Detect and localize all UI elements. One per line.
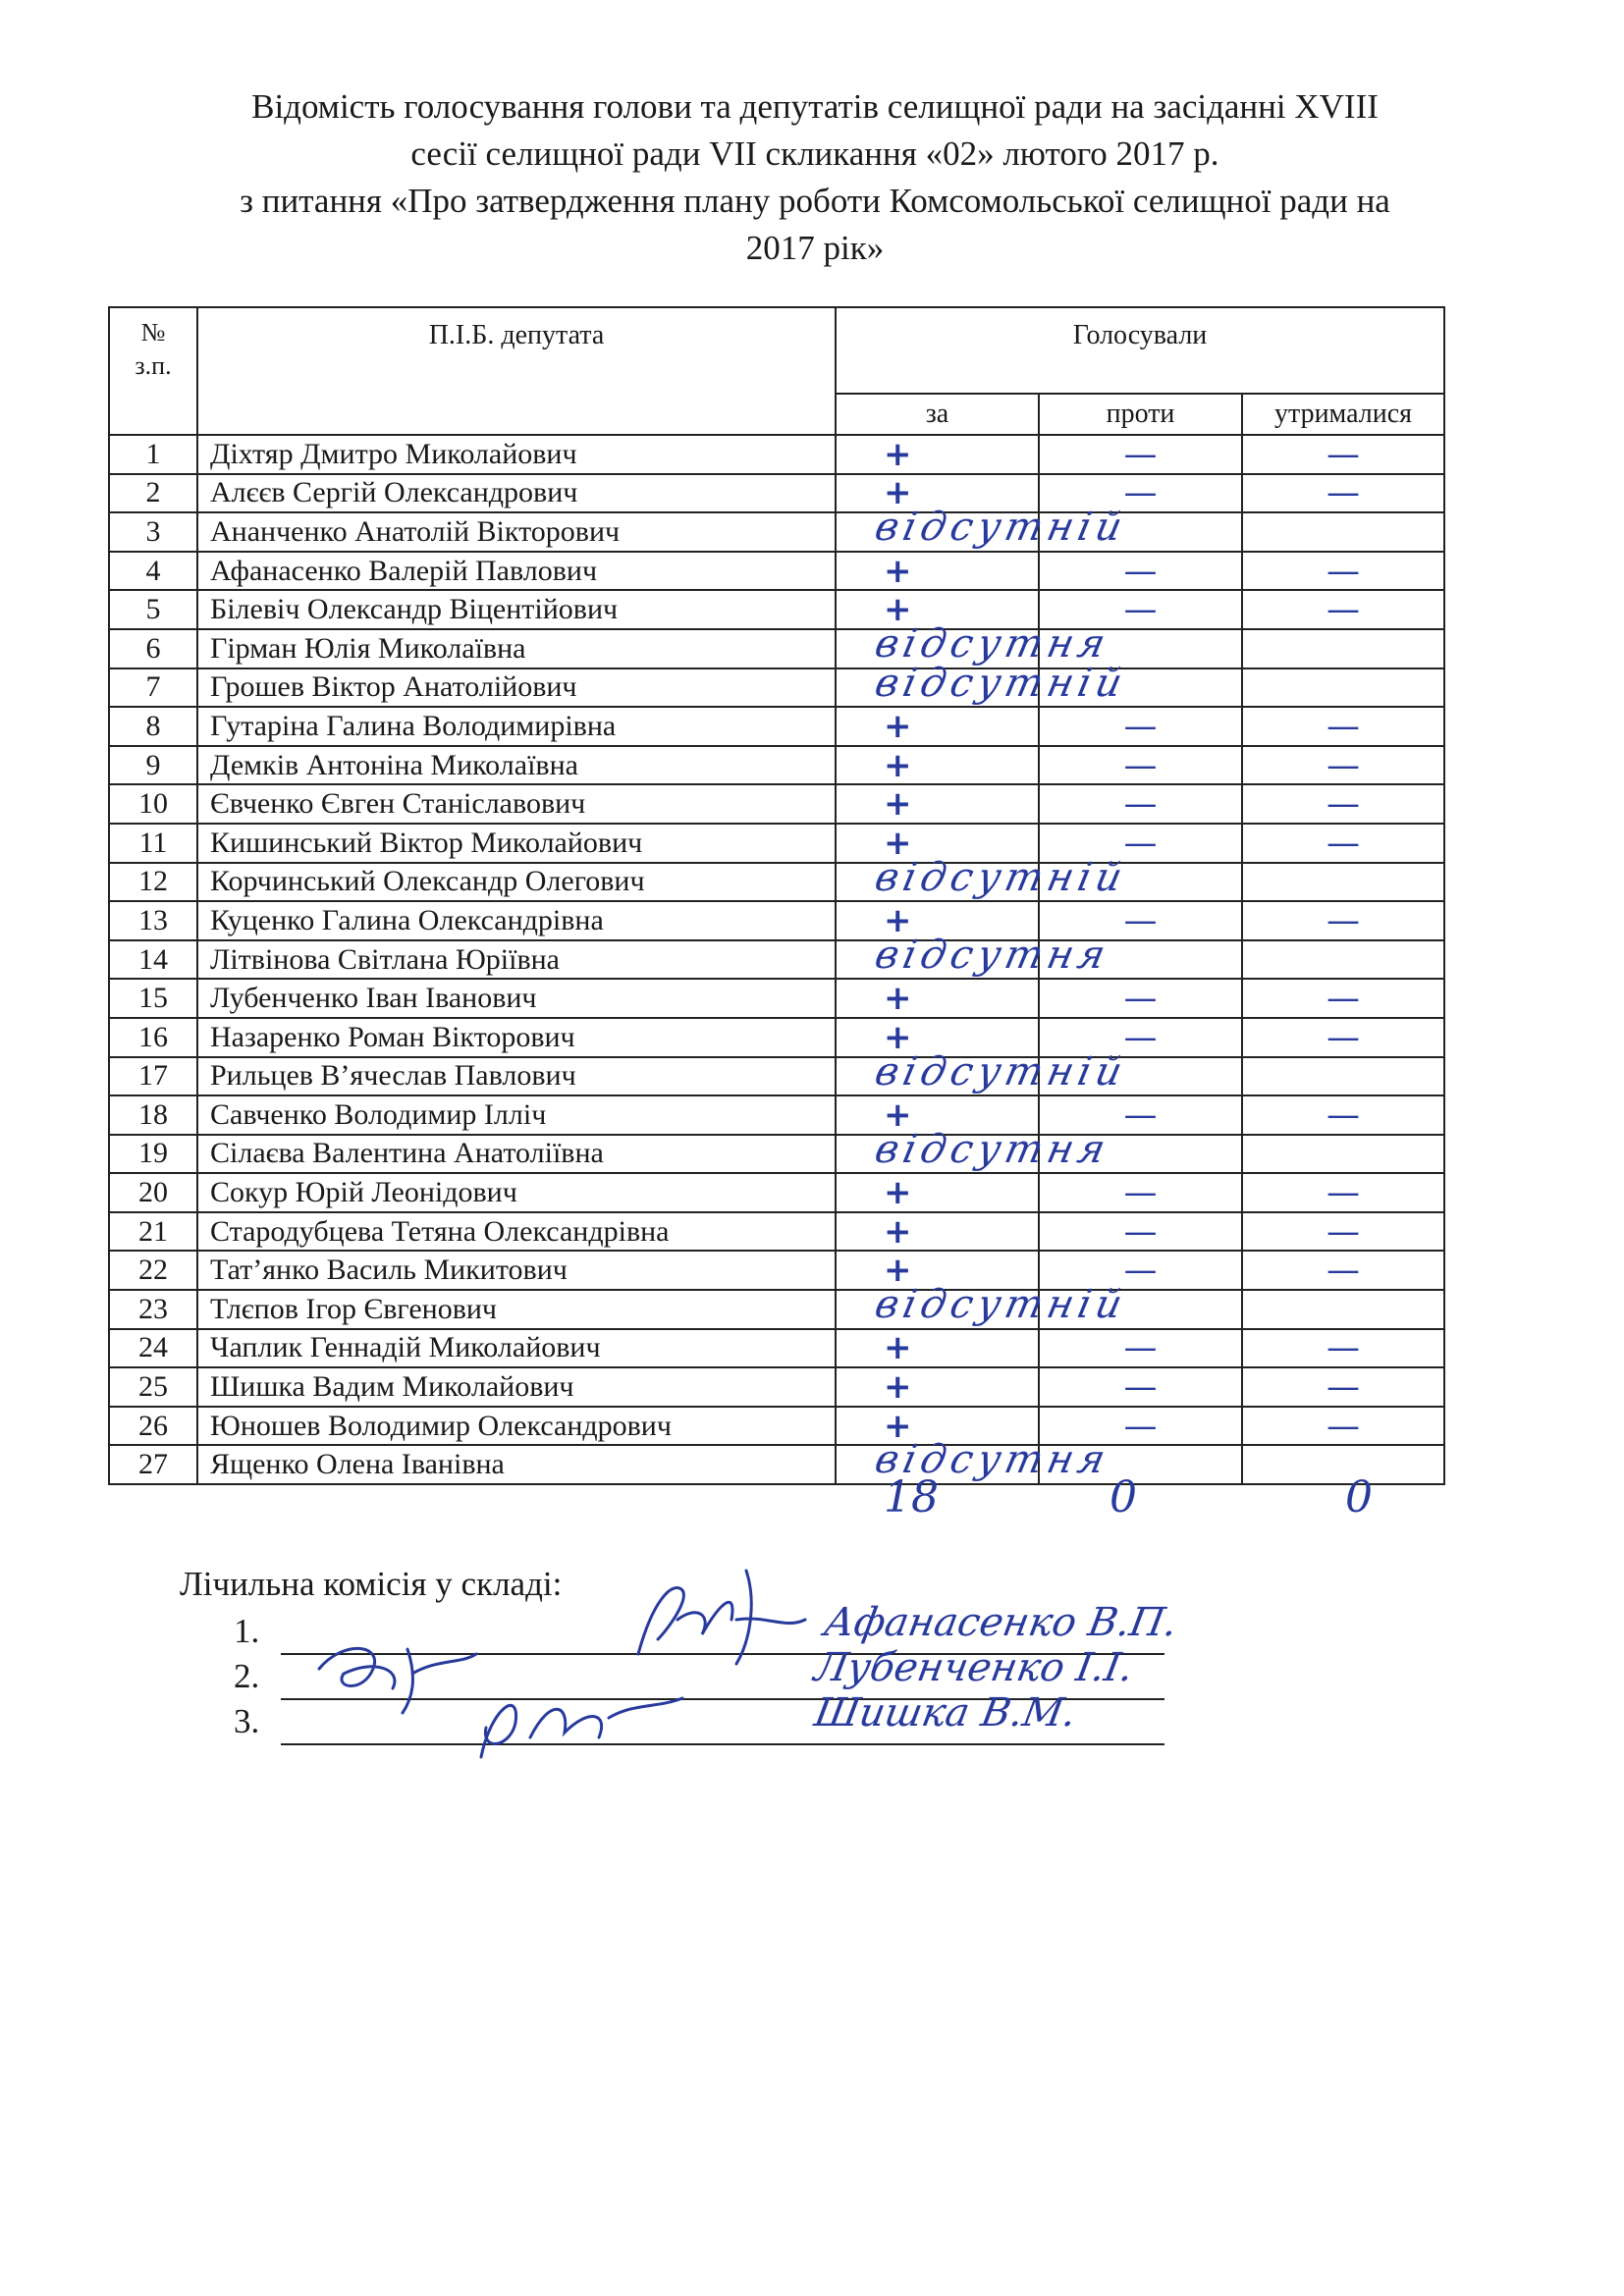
row-number: 14 [109,940,197,980]
deputy-name: Чаплик Геннадій Миколайович [197,1329,836,1368]
commission-label: Лічильна комісія у складі: [180,1565,563,1603]
vote-for-cell: + [836,746,1039,785]
vote-against-cell: — [1039,552,1242,591]
deputy-name: Гірман Юлія Миколаївна [197,629,836,668]
deputy-name: Тлєпов Ігор Євгенович [197,1290,836,1329]
total-against: 0 [1110,1472,1137,1522]
deputy-name: Алєєв Сергій Олександрович [197,474,836,513]
absent-note: відсутня [871,620,1114,667]
absent-note: відсутній [871,854,1131,900]
vote-against-cell: — [1039,1329,1242,1368]
vote-abstain-cell: — [1242,746,1444,785]
vote-abstain-cell: — [1242,1407,1444,1446]
vote-against-cell: — [1039,1407,1242,1446]
vote-for-cell: + [836,707,1039,746]
vote-for-cell: + [836,1018,1039,1057]
row-number: 15 [109,979,197,1018]
row-number: 17 [109,1057,197,1096]
member-name-3: Шишка В.М. [810,1690,1080,1735]
signature-line-3 [281,1743,1164,1745]
vote-abstain-cell: — [1242,1173,1444,1212]
table-row [109,1329,1444,1368]
vote-for-cell: + [836,552,1039,591]
table-row [109,1018,1444,1057]
vote-abstain-cell: — [1242,552,1444,591]
deputy-name: Ананченко Анатолій Вікторович [197,512,836,552]
table-row [109,629,1444,668]
vote-for-cell: + [836,824,1039,863]
row-number: 2 [109,474,197,513]
table-row [109,435,1444,474]
vote-against-cell: — [1039,435,1242,474]
absent-note: відсутній [871,1282,1131,1328]
table-row [109,707,1444,746]
vote-abstain-cell: — [1242,435,1444,474]
row-number: 1 [109,435,197,474]
vote-against-cell: — [1039,1018,1242,1057]
table-row [109,512,1444,552]
row-number: 22 [109,1251,197,1290]
deputy-name: Ященко Олена Іванівна [197,1445,836,1484]
total-abstain: 0 [1345,1472,1373,1522]
vote-abstain-cell [1242,1057,1444,1096]
vote-abstain-cell [1242,1135,1444,1174]
deputy-name: Афанасенко Валерій Павлович [197,552,836,591]
vote-for-cell [836,505,1131,552]
vote-against-cell: — [1039,901,1242,940]
table-row [109,824,1444,863]
member-name-1: Афанасенко В.П. [820,1600,1181,1645]
deputy-name: Грошев Віктор Анатолійович [197,668,836,708]
vote-abstain-cell [1242,863,1444,902]
vote-against-cell: — [1039,979,1242,1018]
vote-abstain-cell: — [1242,979,1444,1018]
vote-abstain-cell: — [1242,1095,1444,1135]
vote-for-cell [836,932,1114,980]
table-row [109,784,1444,824]
deputy-name: Сокур Юрій Леонідович [197,1173,836,1212]
vote-abstain-cell: — [1242,1018,1444,1057]
vote-for-cell [836,660,1131,708]
row-number: 6 [109,629,197,668]
vote-against-cell: — [1039,824,1242,863]
title-line-3: з питання «Про затвердження плану роботи Комсомольської селищної ради на [240,182,1390,220]
deputy-name: Стародубцева Тетяна Олександрівна [197,1212,836,1252]
header-number: № з.п. [109,307,197,435]
table-row [109,1407,1444,1446]
deputy-name: Кишинський Віктор Миколайович [197,824,836,863]
deputy-name: Євченко Євген Станіславович [197,784,836,824]
row-number: 12 [109,863,197,902]
row-number: 11 [109,824,197,863]
deputy-name: Літвінова Світлана Юріївна [197,940,836,980]
deputy-name: Демків Антоніна Миколаївна [197,746,836,785]
document-title [118,83,1512,272]
absent-note: відсутній [871,660,1131,706]
row-number: 5 [109,590,197,629]
signature-1-icon [628,1561,815,1679]
table-row [109,1173,1444,1212]
vote-abstain-cell: — [1242,1251,1444,1290]
table-row [109,979,1444,1018]
vote-abstain-cell: — [1242,1212,1444,1252]
deputy-name: Рильцев В’ячеслав Павлович [197,1057,836,1096]
vote-against-cell: — [1039,1251,1242,1290]
row-number: 19 [109,1135,197,1174]
row-number: 4 [109,552,197,591]
vote-against-cell: — [1039,707,1242,746]
row-number: 20 [109,1173,197,1212]
deputy-name: Юношев Володимир Олександрович [197,1407,836,1446]
header-voted: Голосували [836,307,1444,394]
vote-for-cell: + [836,1251,1039,1290]
table-row [109,1095,1444,1135]
absent-note: відсутня [871,1126,1114,1172]
title-line-4: 2017 рік» [745,229,885,267]
vote-for-cell: + [836,1329,1039,1368]
vote-for-cell: + [836,590,1039,629]
deputy-name: Шишка Вадим Миколайович [197,1367,836,1407]
signature-3-icon [461,1669,687,1767]
absent-note: відсутня [871,932,1114,978]
row-number: 16 [109,1018,197,1057]
deputy-name: Сілаєва Валентина Анатоліївна [197,1135,836,1174]
vote-for-cell: + [836,979,1039,1018]
vote-abstain-cell: — [1242,1329,1444,1368]
row-number: 23 [109,1290,197,1329]
deputy-name: Савченко Володимир Ілліч [197,1095,836,1135]
vote-for-cell: + [836,1407,1039,1446]
vote-for-cell [836,1437,1114,1484]
table-row [109,1212,1444,1252]
header-for: за [836,394,1039,435]
vote-against-cell: — [1039,1212,1242,1252]
header-abstain: утрималися [1242,394,1444,435]
deputy-name: Діхтяр Дмитро Миколайович [197,435,836,474]
row-number: 8 [109,707,197,746]
table-row [109,668,1444,708]
vote-for-cell: + [836,1095,1039,1135]
vote-abstain-cell [1242,668,1444,708]
vote-abstain-cell [1242,940,1444,980]
table-row [109,746,1444,785]
deputy-name: Білевіч Олександр Віцентійович [197,590,836,629]
vote-against-cell: — [1039,1095,1242,1135]
row-number: 3 [109,512,197,552]
vote-abstain-cell [1242,1290,1444,1329]
row-number: 13 [109,901,197,940]
table-row [109,474,1444,513]
row-number: 21 [109,1212,197,1252]
deputy-name: Тат’янко Василь Микитович [197,1251,836,1290]
member-name-2: Лубенченко І.І. [810,1645,1137,1690]
table-row [109,863,1444,902]
vote-against-cell: — [1039,1367,1242,1407]
vote-for-cell: + [836,901,1039,940]
vote-abstain-cell: — [1242,824,1444,863]
row-number: 26 [109,1407,197,1446]
row-number: 27 [109,1445,197,1484]
title-line-1: Відомість голосування голови та депутатів селищної ради на засіданні XVIII [251,87,1379,126]
table-row [109,1057,1444,1096]
commission-member-3: 3. [234,1702,260,1740]
table-row [109,1445,1444,1484]
vote-abstain-cell: — [1242,707,1444,746]
vote-against-cell: — [1039,784,1242,824]
deputy-name: Лубенченко Іван Іванович [197,979,836,1018]
vote-abstain-cell [1242,512,1444,552]
vote-abstain-cell: — [1242,590,1444,629]
vote-against-cell: — [1039,1173,1242,1212]
vote-abstain-cell [1242,629,1444,668]
deputy-name: Гутаріна Галина Володимирівна [197,707,836,746]
vote-for-cell: + [836,1173,1039,1212]
row-number: 18 [109,1095,197,1135]
commission-member-2: 2. [234,1657,260,1695]
vote-against-cell: — [1039,746,1242,785]
deputy-name: Назаренко Роман Вікторович [197,1018,836,1057]
vote-for-cell: + [836,1367,1039,1407]
vote-for-cell: + [836,784,1039,824]
vote-abstain-cell: — [1242,474,1444,513]
table-row [109,1251,1444,1290]
row-number: 25 [109,1367,197,1407]
header-against: проти [1039,394,1242,435]
total-for: 18 [884,1472,939,1522]
vote-abstain-cell: — [1242,784,1444,824]
commission-member-1: 1. [234,1612,260,1650]
row-number: 7 [109,668,197,708]
table-row [109,901,1444,940]
table-body [109,435,1444,1484]
table-row [109,1290,1444,1329]
vote-abstain-cell [1242,1445,1444,1484]
table-row [109,1367,1444,1407]
deputy-name: Корчинський Олександр Олегович [197,863,836,902]
voting-table [108,306,1445,1485]
title-line-2: сесії селищної ради VII скликання «02» лютого 2017 р. [410,134,1219,173]
table-row [109,1135,1444,1174]
vote-against-cell: — [1039,474,1242,513]
absent-note: відсутній [871,505,1131,551]
vote-for-cell [836,1126,1114,1174]
signature-2-icon [314,1629,481,1718]
vote-for-cell [836,1282,1131,1329]
table-row [109,940,1444,980]
deputy-name: Куценко Галина Олександрівна [197,901,836,940]
vote-against-cell: — [1039,590,1242,629]
absent-note: відсутня [871,1437,1114,1483]
row-number: 24 [109,1329,197,1368]
header-name: П.І.Б. депутата [197,307,836,435]
vote-for-cell [836,854,1131,902]
vote-for-cell: + [836,435,1039,474]
row-number: 10 [109,784,197,824]
absent-note: відсутній [871,1048,1131,1095]
table-row [109,590,1444,629]
vote-abstain-cell: — [1242,1367,1444,1407]
table-row [109,552,1444,591]
vote-for-cell [836,1048,1131,1096]
row-number: 9 [109,746,197,785]
vote-abstain-cell: — [1242,901,1444,940]
vote-for-cell: + [836,1212,1039,1252]
vote-for-cell: + [836,474,1039,513]
